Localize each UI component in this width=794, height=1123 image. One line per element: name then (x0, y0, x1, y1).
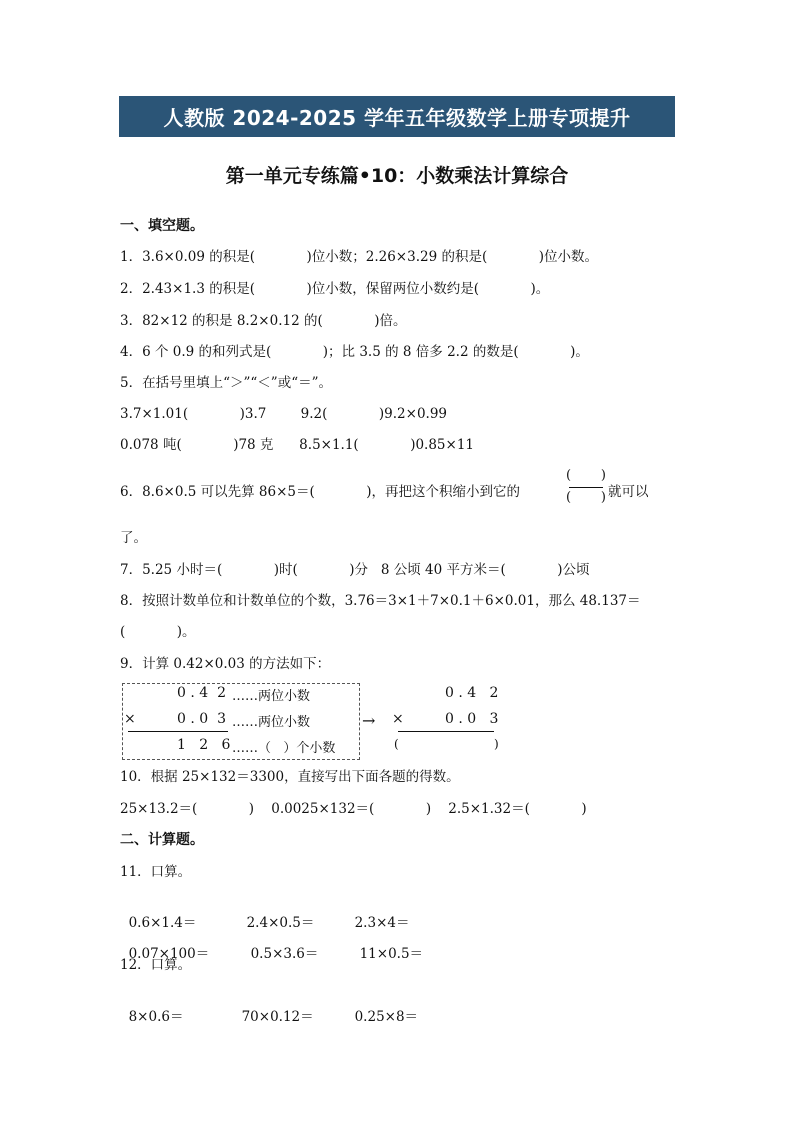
question-7: 7．5.25 小时＝( )时( )分 8 公顷 40 平方米＝( )公顷 (120, 562, 590, 578)
question-11: 11．口算。 (120, 864, 192, 880)
right-row2-digits: 0 . 0 3 (445, 711, 499, 727)
question-4: 4．6 个 0.9 的和列式是( )；比 3.5 的 8 倍多 2.2 的数是( )。 (120, 344, 589, 360)
section1-heading: 一、填空题。 (120, 218, 204, 234)
worksheet-banner-title: 人教版 2024-2025 学年五年级数学上册专项提升 (119, 96, 675, 137)
vertical-row3-digits: 1 2 6 (177, 737, 231, 753)
question-2: 2．2.43×1.3 的积是( )位小数，保留两位小数约是( )。 (120, 281, 550, 297)
question-5-row-1: 3.7×1.01( )3.7 9.2( )9.2×0.99 (120, 406, 448, 422)
vertical-rule (128, 731, 228, 732)
section2-heading: 二、计算题。 (120, 832, 204, 848)
worksheet-subtitle: 第一单元专练篇•10：小数乘法计算综合 (225, 165, 569, 187)
oral-item: 2.3×4＝ (354, 915, 410, 931)
question-6-line-2: 了。 (120, 530, 147, 546)
vertical-row1-note: ……两位小数 (232, 689, 311, 704)
right-result-blank: ( ) (394, 737, 499, 751)
oral-item: 0.6×1.4＝ (128, 915, 197, 931)
oral-item: 2.4×0.5＝ (246, 915, 315, 931)
vertical-row3-note: ……（ ）个小数 (232, 741, 336, 756)
question-12-row-1 (120, 987, 418, 1027)
vertical-row2-digits: 0 . 0 3 (177, 711, 226, 727)
vertical-row2-note: ……两位小数 (232, 715, 311, 730)
fraction-denominator-open: ( (566, 490, 572, 505)
right-row1-digits: 0 . 4 2 (445, 685, 499, 701)
oral-item: 0.5×3.6＝ (250, 946, 319, 962)
question-6-fraction (566, 468, 606, 508)
question-3: 3．82×12 的积是 8.2×0.12 的( )倍。 (120, 313, 407, 329)
fraction-bar (569, 487, 603, 488)
question-8-line-1: 8．按照计数单位和计数单位的个数，3.76＝3×1＋7×0.1＋6×0.01，那么 48.137＝ (120, 593, 641, 609)
oral-item: 0.07×100＝ (128, 946, 210, 962)
question-10: 10．根据 25×132＝3300，直接写出下面各题的得数。 (120, 769, 460, 785)
question-1: 1．3.6×0.09 的积是( )位小数；2.26×3.29 的积是( )位小数。 (120, 249, 598, 265)
arrow-icon: → (362, 711, 376, 730)
question-5: 5．在括号里填上“＞”“＜”或“＝”。 (120, 375, 332, 391)
right-rule (398, 731, 494, 732)
question-9-intro: 9．计算 0.42×0.03 的方法如下： (120, 656, 331, 672)
question-8-line-2: ( )。 (120, 624, 196, 640)
fraction-numerator-open: ( (566, 468, 572, 483)
right-times-sign: × (392, 711, 404, 727)
question-12: 12．口算。 (120, 957, 192, 973)
fraction-numerator-close: ) (600, 468, 606, 483)
vertical-times-sign: × (124, 711, 136, 727)
question-6-tail: 就可以 (608, 484, 649, 500)
question-10-row: 25×13.2＝( ) 0.0025×132＝( ) 2.5×1.32＝( ) (120, 801, 587, 817)
oral-item: 0.25×8＝ (354, 1009, 419, 1025)
fraction-denominator-close: ) (600, 490, 606, 505)
question-6-line-1: 6．8.6×0.5 可以先算 86×5＝( )，再把这个积缩小到它的 (120, 484, 521, 500)
vertical-row1-digits: 0 . 4 2 (177, 685, 226, 701)
oral-item: 11×0.5＝ (359, 946, 424, 962)
oral-item: 8×0.6＝ (128, 1009, 184, 1025)
question-5-row-2: 0.078 吨( )78 克 8.5×1.1( )0.85×11 (120, 437, 475, 453)
oral-item: 70×0.12＝ (241, 1009, 314, 1025)
